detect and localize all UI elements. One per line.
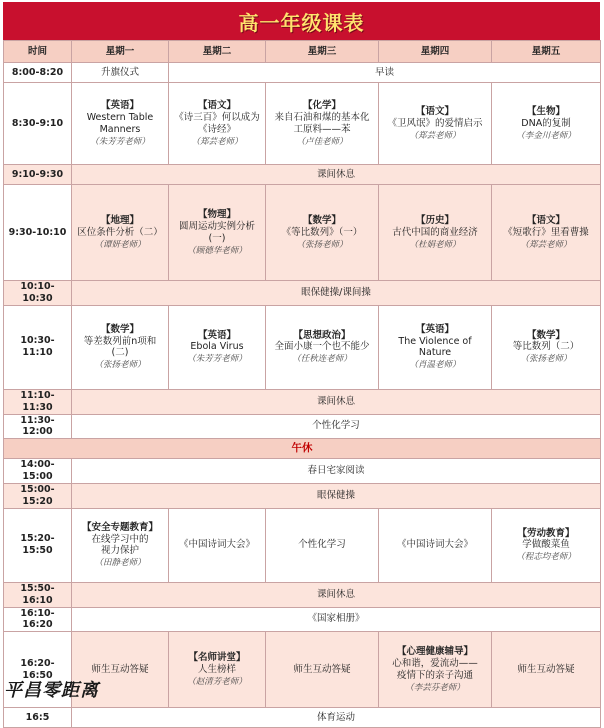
class-cell	[169, 632, 266, 708]
class-cell	[266, 83, 379, 165]
table-row	[4, 63, 601, 83]
subject-label: 【英语】	[100, 99, 139, 111]
class-cell	[72, 305, 169, 389]
schedule-cell: 春日宅家阅读	[72, 459, 601, 484]
header-thursday: 星期四	[379, 41, 492, 63]
teacher-name: （郑芸老师）	[409, 130, 461, 141]
schedule-cell: 升旗仪式	[72, 63, 169, 83]
schedule-cell: 早读	[169, 63, 601, 83]
header-tuesday: 星期二	[169, 41, 266, 63]
class-cell: 师生互动答疑	[266, 632, 379, 708]
break-cell: 课间休息	[72, 389, 601, 414]
time-cell: 9:30-10:10	[4, 185, 72, 281]
lunch-break: 午休	[4, 439, 601, 459]
subject-label: 【思想政治】	[293, 329, 351, 341]
watermark-logo: 平昌零距离	[4, 680, 99, 701]
subject-label: 【英语】	[415, 323, 454, 335]
subject-label: 【名师讲堂】	[188, 652, 246, 664]
teacher-name: （郑芸老师）	[520, 239, 572, 250]
subject-label: 【数学】	[302, 214, 341, 226]
time-cell: 15:20-15:50	[4, 508, 72, 582]
teacher-name: （任秋连老师）	[292, 354, 352, 365]
teacher-name: （杜娟老师）	[409, 239, 461, 250]
class-cell: 师生互动答疑	[492, 632, 601, 708]
table-row	[4, 607, 601, 632]
subject-label: 【英语】	[197, 329, 236, 341]
class-cell	[492, 305, 601, 389]
table-row	[4, 439, 601, 459]
class-cell	[266, 305, 379, 389]
table-row	[4, 484, 601, 509]
table-row	[4, 708, 601, 728]
header-row	[4, 41, 601, 63]
topic-text: 《诗经》	[197, 123, 236, 135]
class-cell: 《中国诗词大会》	[379, 508, 492, 582]
topic-text: 来自石油和煤的基本化	[274, 111, 370, 123]
teacher-name: （肖温老师）	[409, 360, 461, 371]
topic-text: 工原料——苯	[293, 123, 351, 135]
topic-text: 视力保护	[100, 545, 139, 557]
topic-text: (一)	[208, 232, 226, 244]
class-cell	[492, 508, 601, 582]
topic-text: 等比数列（二）	[512, 341, 580, 353]
time-cell: 14:00-15:00	[4, 459, 72, 484]
class-cell: 个性化学习	[266, 508, 379, 582]
class-cell	[379, 185, 492, 281]
teacher-name: （李金川老师）	[516, 130, 576, 141]
class-cell	[72, 83, 169, 165]
class-cell	[266, 185, 379, 281]
header-friday: 星期五	[492, 41, 601, 63]
topic-text: Western Table	[86, 111, 154, 123]
schedule-cell: 体育运动	[72, 708, 601, 728]
topic-text: 等差数列前n项和	[83, 335, 157, 347]
time-cell: 10:10-10:30	[4, 281, 72, 306]
table-row	[4, 389, 601, 414]
teacher-name: （郑芸老师）	[191, 136, 243, 147]
class-cell	[492, 185, 601, 281]
topic-text: 《卫风氓》的爱情启示	[387, 117, 483, 129]
topic-text: 心和谐，爱流动——	[392, 658, 478, 669]
teacher-name: （朱芳芳老师）	[187, 354, 247, 365]
class-cell	[72, 508, 169, 582]
header-time: 时间	[4, 41, 72, 63]
teacher-name: （田静老师）	[94, 558, 146, 569]
schedule-table	[3, 40, 601, 728]
topic-text: 疫情下的亲子沟通	[396, 669, 473, 681]
teacher-name: （赵清芳老师）	[187, 676, 247, 687]
class-cell: 《中国诗词大会》	[169, 508, 266, 582]
title-banner	[3, 2, 600, 40]
subject-label: 【安全专题教育】	[81, 521, 158, 533]
time-cell: 8:30-9:10	[4, 83, 72, 165]
table-row	[4, 508, 601, 582]
class-cell: 师生互动答疑	[72, 632, 169, 708]
topic-text: 《诗三百》何以成为	[174, 111, 260, 123]
table-row	[4, 165, 601, 185]
break-cell: 课间休息	[72, 165, 601, 185]
topic-text: 圆周运动实例分析	[178, 220, 255, 232]
table-row	[4, 83, 601, 165]
subject-label: 【数学】	[100, 323, 139, 335]
break-cell: 课间休息	[72, 582, 601, 607]
class-cell	[492, 83, 601, 165]
topic-text: Manners	[99, 123, 141, 135]
time-cell: 11:10-11:30	[4, 389, 72, 414]
topic-text: 古代中国的商业经济	[392, 226, 478, 238]
teacher-name: （朱芳芳老师）	[90, 136, 150, 147]
teacher-name: （张扬老师）	[520, 354, 572, 365]
topic-text: (二)	[111, 347, 129, 359]
topic-text: 人生榜样	[197, 663, 236, 675]
time-cell: 10:30-11:10	[4, 305, 72, 389]
break-cell: 眼保健操	[72, 484, 601, 509]
header-monday: 星期一	[72, 41, 169, 63]
time-cell: 15:00-15:20	[4, 484, 72, 509]
subject-label: 【生物】	[526, 105, 565, 117]
subject-label: 【化学】	[302, 99, 341, 111]
subject-label: 【劳动教育】	[517, 527, 575, 539]
class-cell	[169, 305, 266, 389]
table-row	[4, 459, 601, 484]
class-cell	[379, 83, 492, 165]
teacher-name: （张扬老师）	[94, 360, 146, 371]
class-cell	[72, 185, 169, 281]
time-cell: 11:30-12:00	[4, 414, 72, 439]
topic-text: 全面小康一个也不能少	[274, 341, 370, 353]
class-cell	[379, 305, 492, 389]
table-row	[4, 582, 601, 607]
table-row	[4, 281, 601, 306]
topic-text: The Violence of	[398, 335, 472, 347]
class-cell	[379, 632, 492, 708]
subject-label: 【心理健康辅导】	[396, 646, 473, 658]
class-cell	[169, 185, 266, 281]
topic-text: Ebola Virus	[190, 341, 244, 353]
teacher-name: （顾德华老师）	[187, 245, 247, 256]
topic-text: DNA的复制	[521, 117, 571, 129]
topic-text: 区位条件分析（二）	[77, 226, 163, 238]
time-cell: 15:50-16:10	[4, 582, 72, 607]
teacher-name: （卢佳老师）	[296, 136, 348, 147]
time-cell: 16:10-16:20	[4, 607, 72, 632]
subject-label: 【语文】	[197, 99, 236, 111]
break-cell: 眼保健操/课间操	[72, 281, 601, 306]
subject-label: 【数学】	[526, 329, 565, 341]
subject-label: 【语文】	[415, 105, 454, 117]
table-row	[4, 414, 601, 439]
teacher-name: （谭妍老师）	[94, 239, 146, 250]
time-cell: 9:10-9:30	[4, 165, 72, 185]
time-cell: 16:20-16:50	[4, 632, 72, 708]
schedule-cell: 《国家相册》	[72, 607, 601, 632]
topic-text: 在线学习中的	[91, 533, 149, 545]
teacher-name: （李芸芬老师）	[405, 682, 465, 693]
topic-text: 《等比数列》（一）	[281, 226, 363, 238]
time-cell: 8:00-8:20	[4, 63, 72, 83]
header-wednesday: 星期三	[266, 41, 379, 63]
table-row	[4, 305, 601, 389]
schedule-cell: 个性化学习	[72, 414, 601, 439]
topic-text: Nature	[418, 347, 452, 359]
subject-label: 【地理】	[100, 214, 139, 226]
subject-label: 【物理】	[197, 208, 236, 220]
topic-text: 学做酸菜鱼	[522, 539, 570, 551]
topic-text: 《短歌行》里看曹操	[503, 226, 589, 238]
subject-label: 【语文】	[526, 214, 565, 226]
teacher-name: （张扬老师）	[296, 239, 348, 250]
table-row	[4, 185, 601, 281]
class-cell	[169, 83, 266, 165]
subject-label: 【历史】	[415, 214, 454, 226]
time-cell: 16:5	[4, 708, 72, 728]
teacher-name: （程志均老师）	[516, 552, 576, 563]
page-title: 高一年级课表	[238, 10, 365, 35]
